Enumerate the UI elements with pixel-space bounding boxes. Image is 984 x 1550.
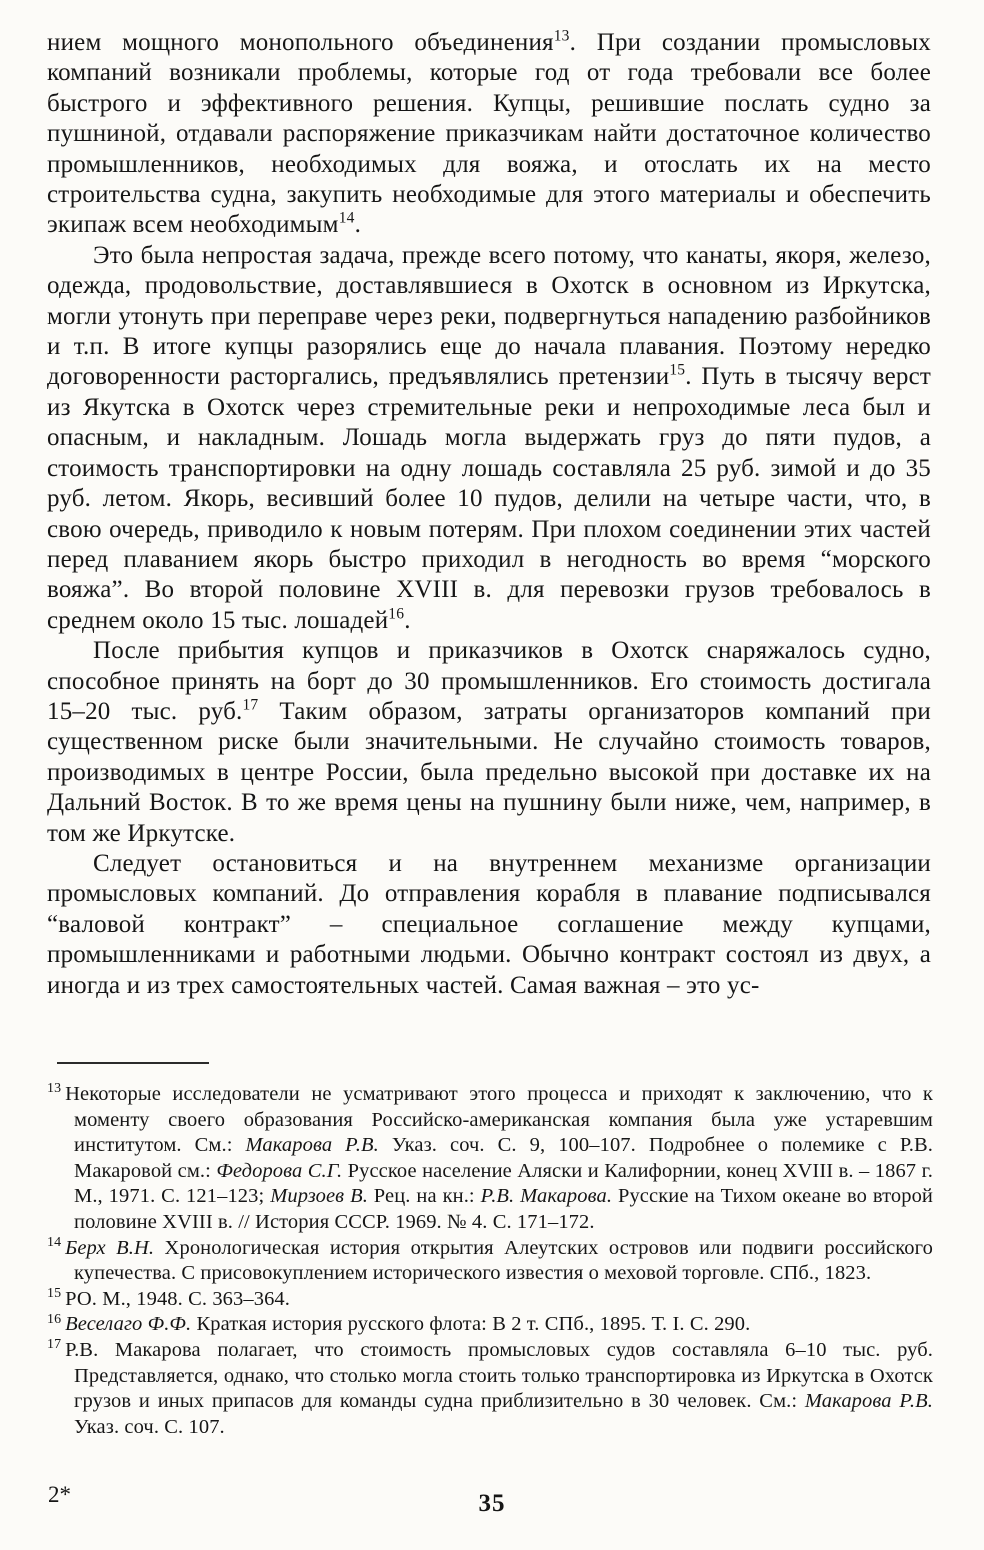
italic-text: Макарова Р.В. [804, 1390, 933, 1413]
paragraph [47, 241, 931, 636]
text-run: . [404, 606, 411, 634]
footnote-number: 17 [47, 1337, 62, 1353]
text-run: РО. М., 1948. С. 363–364. [65, 1287, 290, 1310]
footnote [47, 1312, 933, 1338]
text-run: Это была непростая задача, прежде всего потому, что канаты, якоря, железо, одежда, продовольствие, доставлявшиеся в Охотск в основном из Иркутска, могли утонуть при переправе через реки, подвергнуться нападению разбойников и т.п. В итоге купцы разорялись еще до начала плавания. Поэтому нередко договоренности расторгались, предъявлялись претензии [47, 241, 931, 391]
text-run: Следует остановиться и на внутреннем механизме организации промысловых компаний. До отправления корабля в плавание подписывался “валовой контракт” – специальное соглашение между купцами, промышленниками и работными людьми. Обычно контракт состоял из двух, а иногда и из трех самостоятельных частей. Самая важная – это ус- [47, 849, 931, 999]
text-run: Русское население Аляски и Калифорнии, конец XVIII в. – 1867 г. М., 1971. С. 121–123; [74, 1159, 933, 1208]
body-text [47, 28, 931, 1001]
footnote-ref: 17 [242, 696, 259, 714]
text-run: . При создании промысловых компаний возникали проблемы, которые год от года требовали все более быстрого и эффективного решения. Купцы, решившие послать судно за пушниной, отдавали распоряжение приказчикам найти достаточное количество промышленников, необходимых для вояжа, и отослать их на место строительства судна, закупить необходимые для этого материалы и обеспечить экипаж всем необходимым [47, 29, 931, 239]
text-run: Русские на Тихом океане во второй половине XVIII в. // История СССР. 1969. № 4. С. 171–172. [74, 1185, 934, 1233]
italic-text: Р.В. Макарова. [480, 1185, 613, 1208]
footnote-number: 14 [47, 1234, 62, 1250]
footnote-number: 15 [47, 1285, 62, 1301]
footnote-ref: 15 [669, 362, 686, 380]
footnote-divider [57, 1062, 209, 1064]
paragraph [47, 849, 931, 1001]
text-run: Указ. соч. С. 107. [74, 1415, 225, 1438]
text-run: Хронологическая история открытия Алеутских островов или подвиги российского купечества. С присовокуплением исторического известия о меховой торговле. СПб., 1823. [74, 1236, 933, 1285]
italic-text: Берх В.Н. [65, 1236, 155, 1259]
paragraph [47, 636, 931, 849]
text-run: Р.В. Макарова полагает, что стоимость промысловых судов составляла 6–10 тыс. руб. Представляется, однако, что столько могла стоить только транспортировка из Иркутска в Охотск грузов и иных припасов для команды судна приблизительно в 30 человек. См.: [65, 1338, 933, 1413]
footnote [47, 1338, 933, 1440]
page-number: 35 [478, 1490, 506, 1517]
italic-text: Федорова С.Г. [216, 1159, 343, 1182]
italic-text: Макарова Р.В. [245, 1134, 379, 1157]
paragraph [47, 28, 931, 241]
text-run: . Путь в тысячу верст из Якутска в Охотск через стремительные реки и непроходимые леса был и опасным, и накладным. Лошадь могла выдержать груз до пяти пудов, а стоимость транспортировки на одну лошадь составляла 25 руб. зимой и до 35 руб. летом. Якорь, весивший более 10 пудов, делили на четыре части, что, в свою очередь, приводило к новым потерям. При плохом соединении этих частей перед плаванием якорь быстро приходил в негодность во время “морского вояжа”. Во второй половине XVIII в. для перевозки грузов требовалось в среднем около 15 тыс. лошадей [47, 363, 931, 634]
footnote-ref: 13 [553, 27, 570, 45]
italic-text: Мирзоев В. [270, 1185, 368, 1208]
text-run: Некоторые исследователи не усматривают этого процесса и приходят к заключению, что к моменту своего образования Российско-американская компания была уже устаревшим институтом. См.: [65, 1083, 933, 1157]
text-run: Краткая история русского флота: В 2 т. СПб., 1895. Т. I. С. 290. [191, 1313, 751, 1336]
footnote-ref: 14 [338, 210, 355, 228]
text-run: . [354, 211, 362, 239]
footnote-number: 16 [47, 1311, 62, 1327]
footnote [47, 1287, 933, 1313]
text-run: Рец. на кн.: [367, 1185, 481, 1208]
footnote-ref: 16 [388, 605, 405, 623]
text-run: После прибытия купцов и приказчиков в Охотск снаряжалось судно, способное принять на борт до 30 промышленников. Его стоимость достигала 15–20 тыс. руб. [47, 637, 931, 725]
footnote [47, 1082, 933, 1236]
text-run: Таким образом, затраты организаторов компаний при существенном риске были значительными. Не случайно стоимость товаров, производимых в центре России, была предельно высокой при доставке их на Дальний Восток. В то же время цены на пушнину были ниже, чем, например, в том же Иркутске. [47, 697, 931, 847]
signature-mark: 2* [48, 1482, 71, 1507]
footnote [47, 1236, 933, 1287]
text-run: Указ. соч. С. 9, 100–107. Подробнее о полемике с Р.В. Макаровой см.: [74, 1134, 933, 1182]
footnote-number: 13 [47, 1081, 62, 1097]
footnotes [47, 1082, 933, 1440]
text-run: нием мощного монопольного объединения [47, 29, 554, 56]
italic-text: Веселаго Ф.Ф. [65, 1313, 192, 1336]
